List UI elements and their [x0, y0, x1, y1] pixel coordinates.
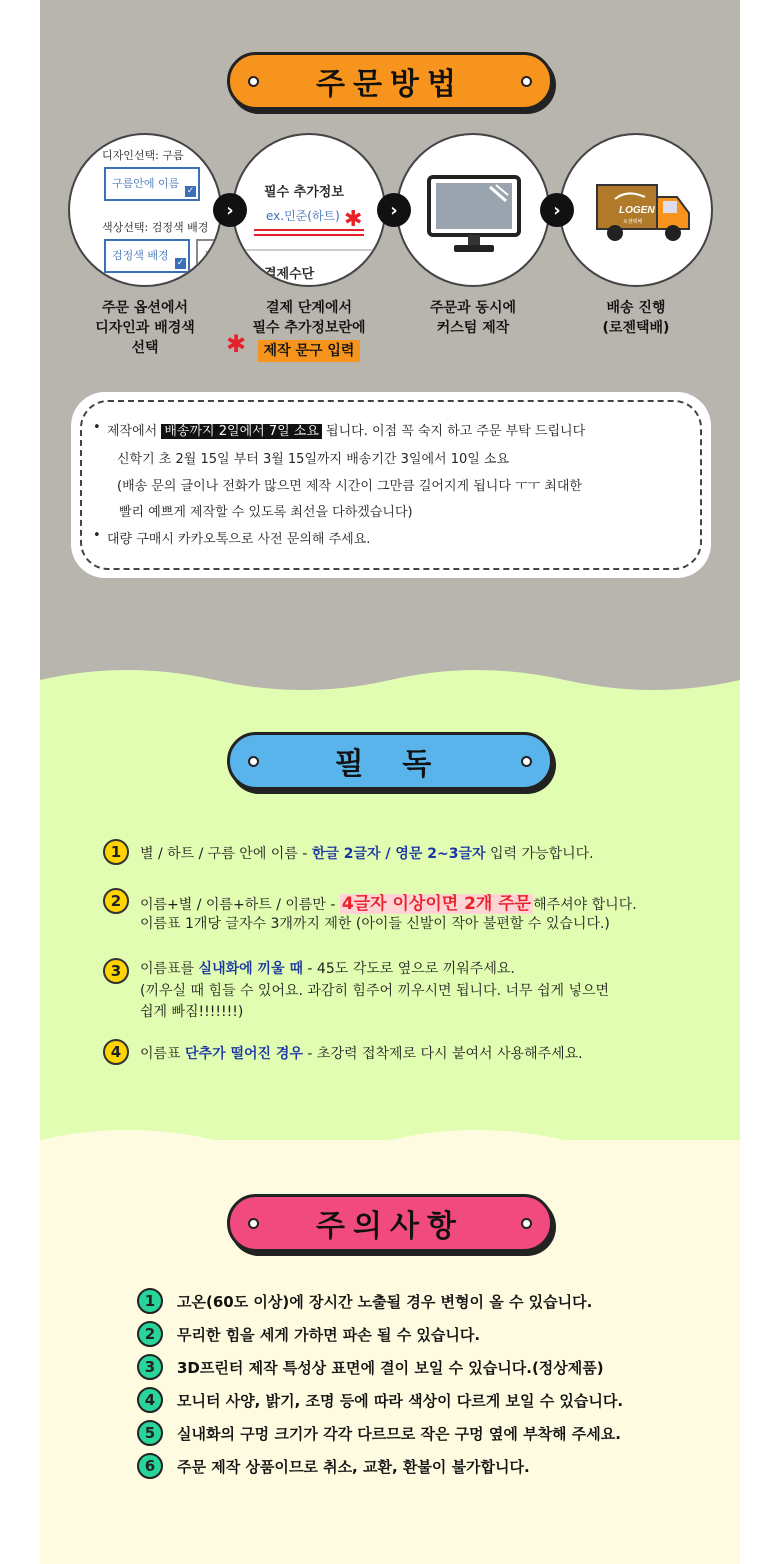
shipping-notice-box [71, 392, 711, 578]
must-item-3-pre: 이름표를 [140, 961, 199, 977]
caution-item-1: 고온(60도 이상)에 장시간 노출될 경우 변형이 올 수 있습니다. [177, 1293, 593, 1311]
caution-badge-2: 2 [137, 1321, 163, 1347]
number-badge-2: 2 [103, 888, 129, 914]
caution-section [40, 1140, 740, 1564]
required-info-heading: 필수 추가정보 [264, 185, 344, 200]
pill-dot-left [248, 756, 259, 767]
step3-monitor-illustration [396, 133, 550, 287]
product-detail-page [40, 0, 740, 1564]
caution-item-6: 주문 제작 상품이므로 취소, 교환, 환불이 불가합니다. [177, 1458, 530, 1476]
caution-badge-5: 5 [137, 1420, 163, 1446]
step2-checkout-screenshot [232, 133, 386, 287]
must-item-3-highlight: 실내화에 끼울 때 [198, 961, 303, 977]
order-method-title-pill [227, 52, 553, 110]
notice-line1-highlight: 배송까지 2일에서 7일 소요 [161, 424, 322, 439]
design-option-value: 구름안에 이름 [112, 177, 180, 190]
number-badge-3: 3 [103, 958, 129, 984]
check-icon: ✓ [186, 186, 195, 196]
design-select-label: 디자인선택: 구름 [102, 149, 184, 162]
chevron-right-icon: › [377, 193, 411, 227]
notice-line1 [107, 420, 585, 439]
step3-caption [388, 298, 558, 338]
notice-line2: 신학기 초 2월 15일 부터 3월 15일까지 배송기간 3일에서 10일 소요 [117, 452, 510, 467]
color-select-label: 색상선택: 검정색 배경 [102, 221, 209, 234]
notice-line1-pre: 제작에서 [107, 424, 162, 439]
extra-option-value: 노 [204, 249, 215, 262]
must-item-1-post: 입력 가능합니다. [485, 846, 594, 862]
number-badge-4: 4 [103, 1039, 129, 1065]
step2-caption-line2: 필수 추가정보란에 [252, 320, 366, 336]
step4-truck-illustration [559, 133, 713, 287]
color-option-box [104, 239, 190, 273]
notice-line4: 빨리 예쁘게 제작할 수 있도록 최선을 다하겠습니다) [119, 505, 413, 520]
pill-dot-right [521, 756, 532, 767]
must-item-2-pre: 이름+별 / 이름+하트 / 이름만 - [140, 897, 340, 913]
star-icon: ✱ [226, 330, 247, 358]
caution-badge-6: 6 [137, 1453, 163, 1479]
pill-dot-left [248, 76, 259, 87]
extra-option-box [196, 239, 222, 273]
step1-caption-line2: 디자인과 배경색 [95, 320, 195, 336]
caution-item-2: 무리한 힘을 세게 가하면 파손 될 수 있습니다. [177, 1326, 481, 1344]
step4-caption-line2: (로젠택배) [602, 320, 670, 336]
step2-caption [224, 298, 394, 362]
truck-brand-sub: 로젠택배 [623, 219, 643, 225]
step1-option-screenshot [68, 133, 222, 287]
step3-caption-line2: 커스텀 제작 [436, 320, 510, 336]
caution-item-3: 3D프린터 제작 특성상 표면에 결이 보일 수 있습니다.(정상제품) [177, 1359, 604, 1377]
must-item-4-highlight: 단추가 떨어진 경우 [185, 1046, 303, 1062]
must-item-4-pre: 이름표 [140, 1046, 186, 1062]
step4-caption-line1: 배송 진행 [606, 300, 666, 316]
step3-caption-line1: 주문과 동시에 [429, 300, 517, 316]
pill-dot-right [521, 1218, 532, 1229]
example-text: ex.민준(하트) [266, 209, 340, 223]
delivery-truck-icon [561, 135, 713, 287]
must-item-2-highlight: 4글자 이상이면 2개 주문 [341, 894, 532, 914]
star-icon: ✱ [344, 207, 363, 232]
color-option-value: 검정색 배경 [112, 249, 169, 262]
order-method-title: 주문방법 [316, 67, 464, 102]
caution-item-5: 실내화의 구멍 크기가 각각 다르므로 작은 구멍 옆에 부착해 주세요. [177, 1425, 621, 1443]
chevron-right-icon: › [213, 193, 247, 227]
check-icon: ✓ [176, 258, 185, 268]
must-read-title: 필 독 [334, 747, 446, 782]
must-item-3-line3: 쉽게 빠짐!!!!!!!) [140, 1004, 244, 1020]
notice-line5: • 대량 구매시 카카오톡으로 사전 문의해 주세요. [107, 528, 370, 547]
must-item-4 [140, 1043, 583, 1063]
step1-caption-line3: 선택 [131, 340, 159, 356]
monitor-icon [398, 135, 550, 287]
truck-brand-text: LOGEN [619, 205, 655, 216]
caution-badge-3: 3 [137, 1354, 163, 1380]
divider [234, 249, 386, 251]
must-item-1-highlight: 한글 2글자 / 영문 2~3글자 [311, 846, 486, 862]
number-badge-1: 1 [103, 839, 129, 865]
step1-caption [60, 298, 230, 358]
caution-badge-4: 4 [137, 1387, 163, 1413]
caution-item-4: 모니터 사양, 밝기, 조명 등에 따라 색상이 다르게 보일 수 있습니다. [177, 1392, 624, 1410]
payment-heading: 결제수단 [264, 267, 315, 282]
caution-title: 주의사항 [316, 1209, 464, 1244]
underline-red [254, 234, 364, 236]
step2-caption-highlight: 제작 문구 입력 [258, 340, 361, 362]
notice-line1-post: 됩니다. 이점 꼭 숙지 하고 주문 부탁 드립니다 [321, 424, 586, 439]
must-item-3-post: - 45도 각도로 옆으로 끼워주세요. [302, 961, 515, 977]
must-read-section [40, 690, 740, 1140]
must-item-3-line2: (끼우실 때 힘들 수 있어요. 과감히 힘주어 끼우시면 됩니다. 너무 쉽게 넣으면 [140, 983, 610, 999]
order-method-section [40, 0, 740, 700]
must-item-2-post: 해주셔야 합니다. [533, 897, 637, 913]
must-item-1 [140, 843, 594, 863]
chevron-right-icon: › [540, 193, 574, 227]
must-item-2-line2: 이름표 1개당 글자수 3개까지 제한 (아이들 신발이 작아 불편할 수 있습니다.) [140, 916, 610, 932]
must-read-title-pill [227, 732, 553, 790]
notice-line3: (배송 문의 글이나 전화가 많으면 제작 시간이 그만큼 길어지게 됩니다 ㅜㅜ 최대한 [117, 479, 582, 494]
caution-title-pill [227, 1194, 553, 1252]
design-option-box [104, 167, 200, 201]
step4-caption [551, 298, 721, 338]
must-item-1-pre: 별 / 하트 / 구름 안에 이름 - [140, 846, 312, 862]
step1-caption-line1: 주문 옵션에서 [101, 300, 189, 316]
pill-dot-left [248, 1218, 259, 1229]
must-item-2 [140, 889, 637, 914]
must-item-4-post: - 초강력 접착제로 다시 붙여서 사용해주세요. [302, 1046, 583, 1062]
must-item-3 [140, 958, 515, 978]
pill-dot-right [521, 76, 532, 87]
caution-badge-1: 1 [137, 1288, 163, 1314]
step2-caption-line1: 결제 단계에서 [265, 300, 353, 316]
